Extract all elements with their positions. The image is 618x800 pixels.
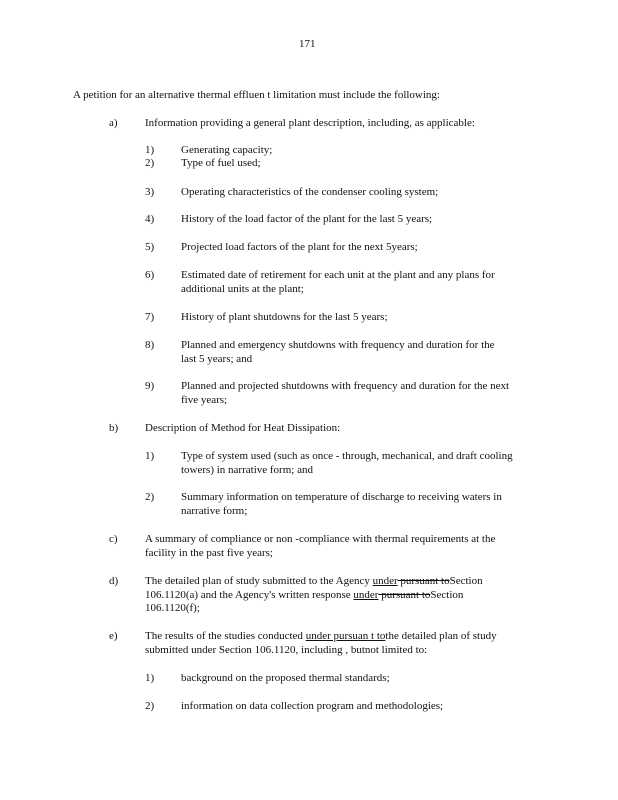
section-e-line-1	[145, 629, 497, 643]
e-item-1-text: background on the proposed thermal standards;	[181, 672, 390, 684]
a-item-8-number: 8)	[145, 339, 155, 351]
a-item-2-number: 2)	[145, 157, 155, 169]
b-item-1-line-1: Type of system used (such as once - through, mechanical, and draft cooling	[181, 450, 513, 462]
section-d-text: Section	[449, 575, 483, 587]
inserted-text: under	[372, 575, 398, 587]
section-d-line-3: 106.1120(f);	[145, 602, 200, 614]
a-item-4-text: History of the load factor of the plant for the last 5 years;	[181, 213, 433, 225]
a-item-6-line-1: Estimated date of retirement for each unit at the plant and any plans for	[181, 269, 495, 281]
b-item-2-line-1: Summary information on temperature of discharge to receiving waters in	[181, 491, 502, 503]
section-c-line-2: facility in the past five years;	[145, 547, 273, 559]
a-item-1-number: 1)	[145, 144, 155, 156]
e-item-2-text: information on data collection program and methodologies;	[181, 700, 444, 712]
a-item-2-text: Type of fuel used;	[181, 157, 261, 169]
section-e-line-2: submitted under Section 106.1120, including , butnot limited to:	[145, 644, 428, 656]
page-number: 171	[299, 38, 316, 50]
a-item-1-text: Generating capacity;	[181, 144, 273, 156]
a-item-3-number: 3)	[145, 186, 155, 198]
a-item-5-number: 5)	[145, 241, 155, 253]
a-item-8-line-2: last 5 years; and	[181, 353, 253, 365]
a-item-7-text: History of plant shutdowns for the last 5 years;	[181, 311, 388, 323]
section-d-marker: d)	[109, 575, 119, 587]
a-item-5-text: Projected load factors of the plant for the next 5years;	[181, 241, 418, 253]
e-item-1-number: 1)	[145, 672, 155, 684]
inserted-text: under pursuan t to	[305, 630, 386, 642]
section-e-text: The results of the studies conducted	[145, 630, 306, 642]
section-d-text: Section	[430, 589, 464, 601]
a-item-9-line-2: five years;	[181, 394, 228, 406]
a-item-9-number: 9)	[145, 380, 155, 392]
deleted-text: pursuant to	[397, 575, 450, 587]
section-b-marker: b)	[109, 422, 119, 434]
a-item-6-line-2: additional units at the plant;	[181, 283, 304, 295]
b-item-1-line-2: towers) in narrative form; and	[181, 464, 313, 476]
b-item-2-number: 2)	[145, 491, 155, 503]
section-a-text: Information providing a general plant description, including, as applicable:	[145, 117, 475, 129]
a-item-6-number: 6)	[145, 269, 155, 281]
b-item-1-number: 1)	[145, 450, 155, 462]
intro-paragraph: A petition for an alternative thermal effluen t limitation must include the following:	[73, 89, 440, 101]
a-item-8-line-1: Planned and emergency shutdowns with frequency and duration for the	[181, 339, 495, 351]
section-b-text: Description of Method for Heat Dissipation:	[145, 422, 341, 434]
a-item-4-number: 4)	[145, 213, 155, 225]
b-item-2-line-2: narrative form;	[181, 505, 248, 517]
inserted-text: under	[353, 589, 379, 601]
section-a-marker: a)	[109, 117, 118, 129]
section-c-marker: c)	[109, 533, 118, 545]
section-d-line-2	[145, 588, 463, 602]
section-d-text: 106.1120(a) and the Agency's written response	[145, 589, 354, 601]
section-e-text: the detailed plan of study	[385, 630, 497, 642]
section-d-text: The detailed plan of study submitted to the Agency	[145, 575, 373, 587]
a-item-9-line-1: Planned and projected shutdowns with frequency and duration for the next	[181, 380, 510, 392]
section-e-marker: e)	[109, 630, 118, 642]
a-item-7-number: 7)	[145, 311, 155, 323]
e-item-2-number: 2)	[145, 700, 155, 712]
section-c-line-1: A summary of compliance or non -compliance with thermal requirements at the	[145, 533, 496, 545]
a-item-3-text: Operating characteristics of the condenser cooling system;	[181, 186, 439, 198]
deleted-text: pursuant to	[378, 589, 431, 601]
section-d-line-1	[145, 574, 483, 588]
